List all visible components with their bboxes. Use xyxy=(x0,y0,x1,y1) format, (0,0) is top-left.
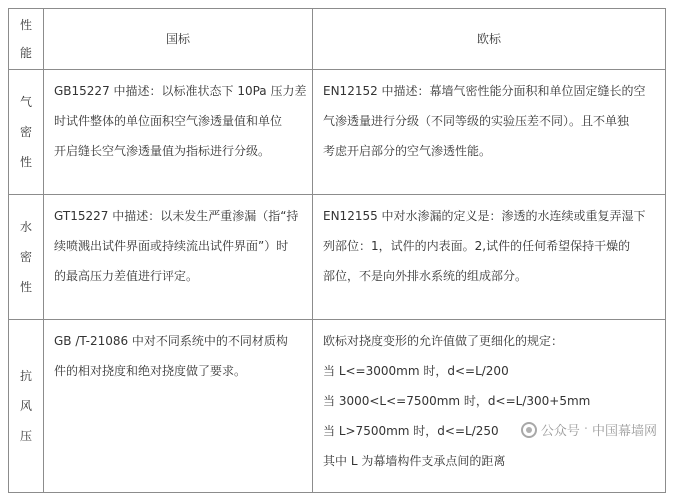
header-property-char: 性 xyxy=(19,18,32,32)
header-property-cell xyxy=(9,9,44,70)
watermark-label: 公众号 xyxy=(540,424,580,439)
property-cell-water-tightness xyxy=(9,195,44,320)
header-european-cell: 欧标 xyxy=(313,9,666,70)
text-line: EN12152 中描述：幕墙气密性能分面积和单位固定缝长的空 xyxy=(323,84,646,98)
watermark-separator: · xyxy=(583,422,588,437)
text-line: 续喷溅出试件界面或持续流出试件界面”）时 xyxy=(54,239,289,253)
national-standard-cell xyxy=(44,320,313,493)
table-row xyxy=(9,70,666,195)
property-cell-air-tightness xyxy=(9,70,44,195)
text-line: EN12155 中对水渗漏的定义是：渗透的水连续或重复弄湿下 xyxy=(323,209,646,223)
property-char: 性 xyxy=(19,280,32,294)
national-standard-cell xyxy=(44,195,313,320)
property-cell-wind-pressure xyxy=(9,320,44,493)
text-line: GB15227 中描述：以标准状态下 10Pa 压力差 xyxy=(54,84,307,98)
table-row xyxy=(9,320,666,493)
text-line: 当 L<=3000mm 时，d<=L/200 xyxy=(323,364,509,378)
property-char: 水 xyxy=(19,220,32,234)
header-property-char: 能 xyxy=(19,46,32,60)
wechat-official-account-icon xyxy=(521,422,537,438)
property-char: 风 xyxy=(19,399,32,413)
text-line: 其中 L 为幕墙构件支承点间的距离 xyxy=(323,454,506,468)
text-line: GT15227 中描述：以未发生严重渗漏（指“持 xyxy=(54,209,299,223)
property-char: 压 xyxy=(19,429,32,443)
watermark-site-name: 中国幕墙网 xyxy=(591,424,657,439)
property-char: 性 xyxy=(19,155,32,169)
table-header-row xyxy=(9,9,666,70)
text-line: 考虑开启部分的空气渗透性能。 xyxy=(323,144,492,158)
text-line: GB /T-21086 中对不同系统中的不同材质构 xyxy=(54,334,288,348)
text-line: 当 L>7500mm 时，d<=L/250 xyxy=(323,424,499,438)
text-line: 时试件整体的单位面积空气渗透量值和单位 xyxy=(54,114,283,128)
text-line: 欧标对挠度变形的允许值做了更细化的规定： xyxy=(323,334,564,348)
text-line: 当 3000<L<=7500mm 时，d<=L/300+5mm xyxy=(323,394,591,408)
text-line: 列部位：1，试件的内表面。2,试件的任何希望保持干燥的 xyxy=(323,239,631,253)
european-standard-cell xyxy=(313,70,666,195)
property-char: 密 xyxy=(19,125,32,139)
header-national-cell: 国标 xyxy=(44,9,313,70)
text-line: 部位，不是向外排水系统的组成部分。 xyxy=(323,269,528,283)
european-standard-cell xyxy=(313,320,666,493)
table-row xyxy=(9,195,666,320)
text-line: 开启缝长空气渗透量值为指标进行分级。 xyxy=(54,144,271,158)
text-line: 气渗透量进行分级（不同等级的实验压差不同）。且不单独 xyxy=(323,114,630,128)
property-char: 密 xyxy=(19,250,32,264)
european-standard-cell xyxy=(313,195,666,320)
property-char: 抗 xyxy=(19,369,32,383)
text-line: 件的相对挠度和绝对挠度做了要求。 xyxy=(54,364,247,378)
property-char: 气 xyxy=(19,95,32,109)
national-standard-cell xyxy=(44,70,313,195)
watermark xyxy=(521,420,657,439)
text-line: 的最高压力差值进行评定。 xyxy=(54,269,199,283)
